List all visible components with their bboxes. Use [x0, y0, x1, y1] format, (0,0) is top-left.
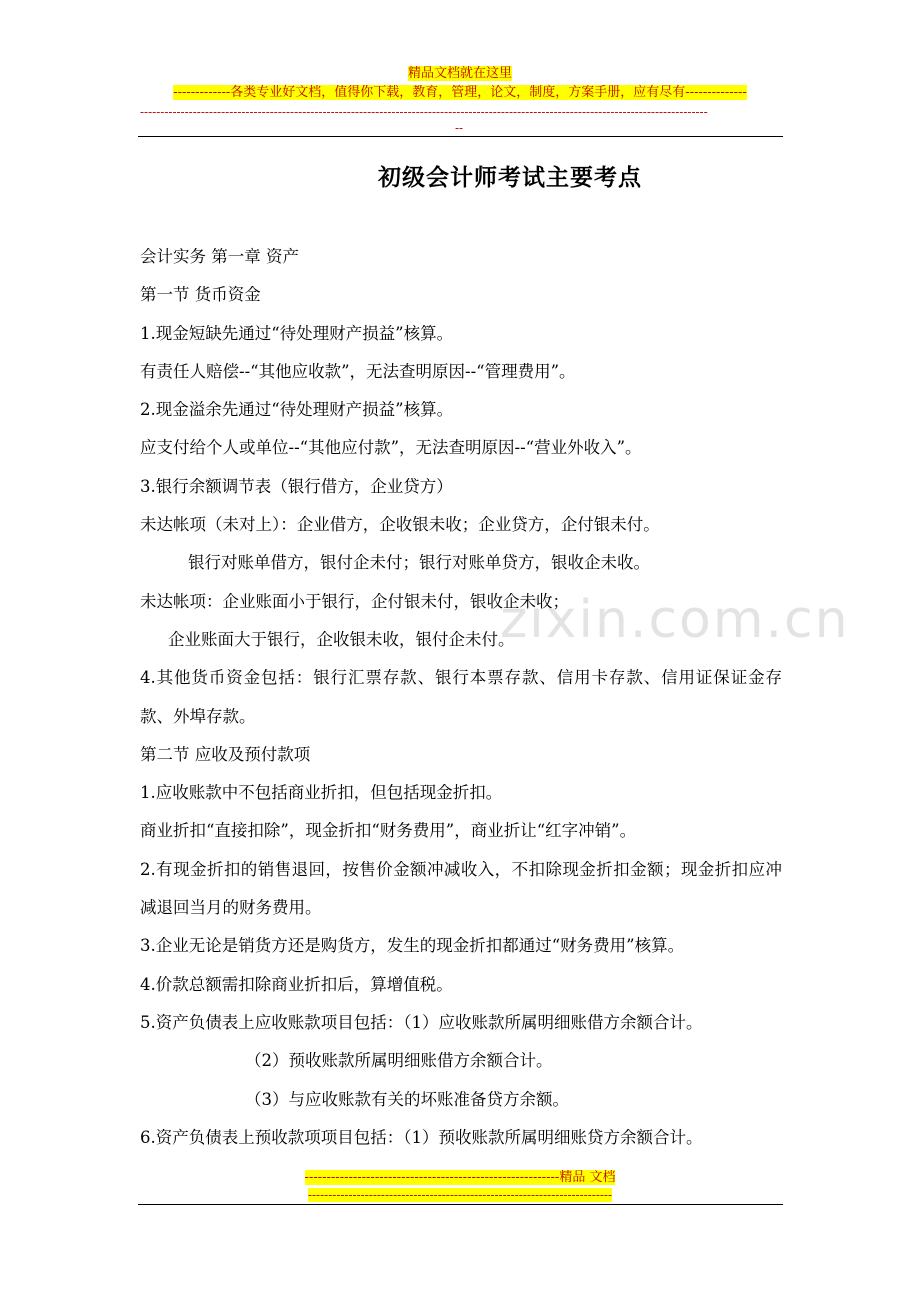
- header-dash-line: --------------------------------------------------------------------------------------------------------------------------------------------: [140, 105, 708, 119]
- paragraph: （2）预收账款所属明细账借方余额合计。: [245, 1051, 553, 1071]
- header-banner-title: 精品文档就在这里: [407, 66, 512, 81]
- document-body: [140, 242, 782, 1161]
- paragraph: 5.资产负债表上应收账款项目包括：（1）应收账款所属明细账借方余额合计。: [140, 1012, 703, 1032]
- document-title: 初级会计师考试主要考点: [378, 164, 642, 191]
- paragraph: 3.银行余额调节表（银行借方，企业贷方）: [140, 476, 453, 496]
- watermark: zixin.com.cn: [500, 590, 850, 650]
- paragraph: 4.价款总额需扣除商业折扣后，算增值税。: [140, 974, 453, 994]
- paragraph: （3）与应收账款有关的坏账准备贷方余额。: [245, 1089, 569, 1109]
- header-dash-tail: --: [455, 121, 464, 135]
- paragraph: 1.应收账款中不包括商业折扣，但包括现金折扣。: [140, 783, 503, 803]
- footer-rule: [138, 1204, 783, 1205]
- footer-dash-line: ---------------------------------------------------------------------------: [307, 1188, 613, 1202]
- footer-banner: ----------------------------------------------------------精品 文档: [304, 1170, 616, 1185]
- paragraph: 1.现金短缺先通过“待处理财产损益”核算。: [140, 323, 454, 343]
- paragraph: 3.企业无论是销货方还是购货方，发生的现金折扣都通过“财务费用”核算。: [140, 936, 685, 956]
- header-rule: [138, 136, 783, 137]
- paragraph: 未达帐项：企业账面小于银行，企付银未付，银收企未收；: [140, 591, 569, 611]
- paragraph: 商业折扣“直接扣除”，现金折扣“财务费用”，商业折让“红字冲销”。: [140, 821, 637, 841]
- paragraph: 未达帐项（未对上）：企业借方，企收银未收；企业贷方，企付银未付。: [140, 515, 660, 535]
- paragraph: 应支付给个人或单位--“其他应付款”，无法查明原因--“营业外收入”。: [140, 438, 642, 458]
- paragraph: 银行对账单借方，银付企未付；银行对账单贷方，银收企未收。: [188, 553, 650, 573]
- chapter-heading: 会计实务 第一章 资产: [140, 247, 299, 266]
- paragraph: 有责任人赔偿--“其他应收款”，无法查明原因--“管理费用”。: [140, 361, 576, 381]
- header-banner-subtitle: -------------各类专业好文档，值得你下载，教育，管理，论文，制度，方案手册，应有尽有--------------: [173, 85, 747, 100]
- paragraph: 4.其他货币资金包括：银行汇票存款、银行本票存款、信用卡存款、信用证保证金存款、外埠存款。: [140, 668, 782, 726]
- paragraph: 2.有现金折扣的销售退回，按售价金额冲减收入，不扣除现金折扣金额；现金折扣应冲减退回当月的财务费用。: [140, 859, 782, 918]
- paragraph: 2.现金溢余先通过“待处理财产损益”核算。: [140, 400, 454, 420]
- section-heading: 第二节 应收及预付款项: [140, 744, 311, 764]
- paragraph: 企业账面大于银行，企收银未收，银付企未付。: [168, 629, 515, 649]
- paragraph: 6.资产负债表上预收款项项目包括：（1）预收账款所属明细账贷方余额合计。: [140, 1127, 703, 1147]
- section-heading: 第一节 货币资金: [140, 285, 261, 305]
